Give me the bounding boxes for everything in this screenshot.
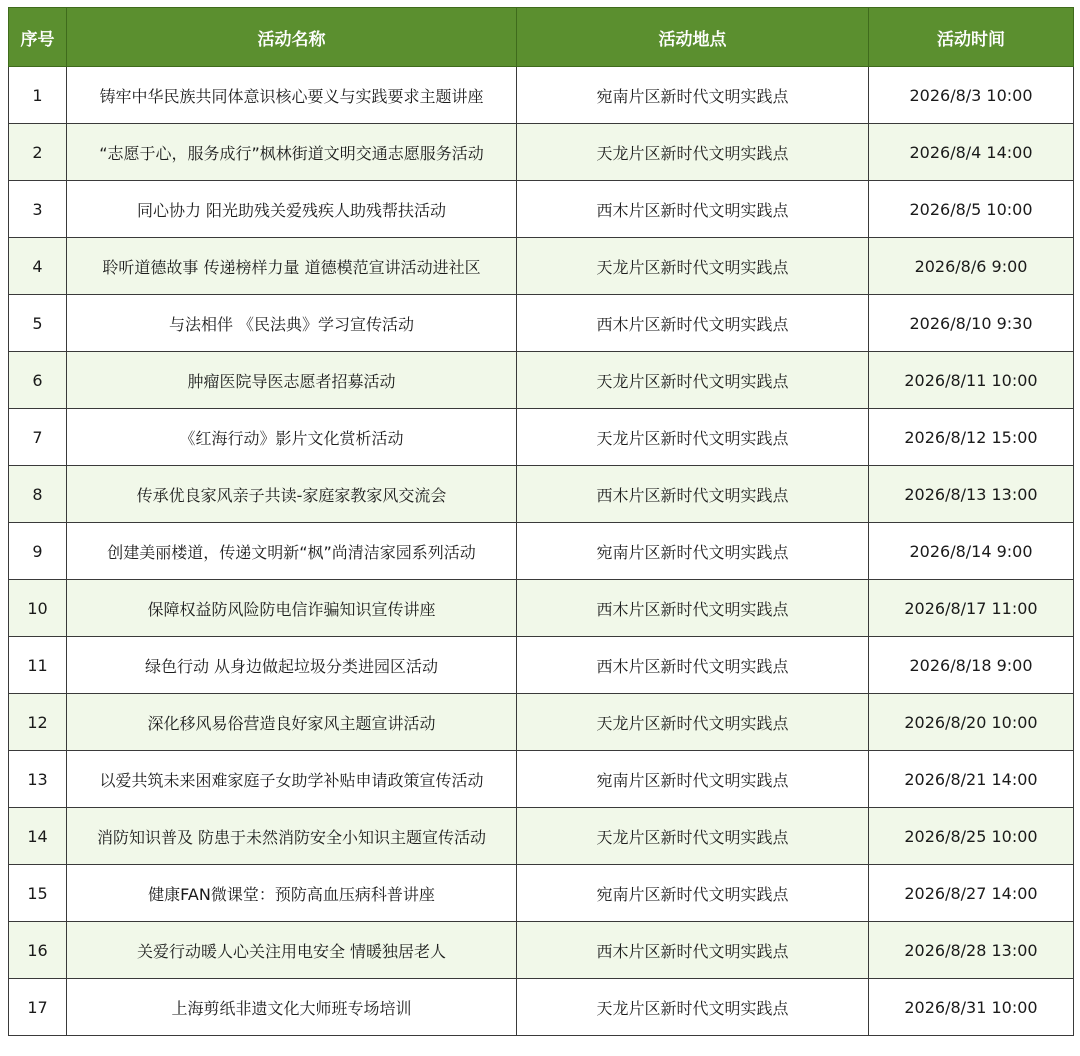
- cell-activity-name: 传承优良家风亲子共读-家庭家教家风交流会: [67, 466, 517, 523]
- cell-activity-location: 西木片区新时代文明实践点: [517, 922, 869, 979]
- cell-activity-name: 消防知识普及 防患于未然消防安全小知识主题宣传活动: [67, 808, 517, 865]
- cell-activity-location: 西木片区新时代文明实践点: [517, 466, 869, 523]
- table-row: [9, 409, 1074, 466]
- cell-activity-name: 同心协力 阳光助残关爱残疾人助残帮扶活动: [67, 181, 517, 238]
- cell-activity-location: 天龙片区新时代文明实践点: [517, 409, 869, 466]
- cell-activity-location: 天龙片区新时代文明实践点: [517, 352, 869, 409]
- cell-activity-location: 宛南片区新时代文明实践点: [517, 751, 869, 808]
- cell-activity-time: 2026/8/14 9:00: [869, 523, 1074, 580]
- cell-activity-location: 西木片区新时代文明实践点: [517, 637, 869, 694]
- cell-activity-name: 上海剪纸非遗文化大师班专场培训: [67, 979, 517, 1036]
- cell-activity-location: 宛南片区新时代文明实践点: [517, 865, 869, 922]
- cell-activity-time: 2026/8/20 10:00: [869, 694, 1074, 751]
- cell-activity-time: 2026/8/17 11:00: [869, 580, 1074, 637]
- cell-index: 14: [9, 808, 67, 865]
- cell-activity-location: 天龙片区新时代文明实践点: [517, 808, 869, 865]
- cell-activity-location: 天龙片区新时代文明实践点: [517, 979, 869, 1036]
- activity-schedule: [8, 7, 1073, 1036]
- cell-activity-location: 天龙片区新时代文明实践点: [517, 124, 869, 181]
- cell-activity-location: 西木片区新时代文明实践点: [517, 295, 869, 352]
- cell-activity-time: 2026/8/13 13:00: [869, 466, 1074, 523]
- cell-index: 9: [9, 523, 67, 580]
- table-row: [9, 523, 1074, 580]
- cell-index: 12: [9, 694, 67, 751]
- header-activity-location: 活动地点: [517, 8, 869, 67]
- header-row: [9, 8, 1074, 67]
- cell-activity-name: 健康FAN微课堂：预防高血压病科普讲座: [67, 865, 517, 922]
- cell-activity-time: 2026/8/21 14:00: [869, 751, 1074, 808]
- cell-index: 5: [9, 295, 67, 352]
- cell-index: 4: [9, 238, 67, 295]
- cell-activity-time: 2026/8/11 10:00: [869, 352, 1074, 409]
- table-row: [9, 580, 1074, 637]
- table-row: [9, 808, 1074, 865]
- cell-activity-name: 关爱行动暖人心关注用电安全 情暖独居老人: [67, 922, 517, 979]
- cell-activity-name: 肿瘤医院导医志愿者招募活动: [67, 352, 517, 409]
- cell-activity-name: 《红海行动》影片文化赏析活动: [67, 409, 517, 466]
- table-row: [9, 238, 1074, 295]
- header-activity-time: 活动时间: [869, 8, 1074, 67]
- cell-index: 6: [9, 352, 67, 409]
- table-row: [9, 865, 1074, 922]
- header-activity-name: 活动名称: [67, 8, 517, 67]
- cell-activity-time: 2026/8/10 9:30: [869, 295, 1074, 352]
- table-row: [9, 181, 1074, 238]
- cell-index: 11: [9, 637, 67, 694]
- table-row: [9, 466, 1074, 523]
- cell-index: 8: [9, 466, 67, 523]
- table-row: [9, 352, 1074, 409]
- cell-activity-time: 2026/8/25 10:00: [869, 808, 1074, 865]
- cell-activity-location: 天龙片区新时代文明实践点: [517, 238, 869, 295]
- table-body: [9, 67, 1074, 1036]
- cell-activity-name: 绿色行动 从身边做起垃圾分类进园区活动: [67, 637, 517, 694]
- cell-index: 13: [9, 751, 67, 808]
- table-row: [9, 295, 1074, 352]
- cell-index: 1: [9, 67, 67, 124]
- cell-activity-time: 2026/8/27 14:00: [869, 865, 1074, 922]
- cell-activity-time: 2026/8/28 13:00: [869, 922, 1074, 979]
- cell-activity-name: 以爱共筑未来困难家庭子女助学补贴申请政策宣传活动: [67, 751, 517, 808]
- activity-table: [8, 7, 1074, 1036]
- table-row: [9, 922, 1074, 979]
- cell-activity-location: 天龙片区新时代文明实践点: [517, 694, 869, 751]
- cell-activity-time: 2026/8/3 10:00: [869, 67, 1074, 124]
- header-index: 序号: [9, 8, 67, 67]
- cell-index: 10: [9, 580, 67, 637]
- cell-activity-time: 2026/8/4 14:00: [869, 124, 1074, 181]
- table-row: [9, 637, 1074, 694]
- cell-activity-time: 2026/8/6 9:00: [869, 238, 1074, 295]
- table-row: [9, 694, 1074, 751]
- cell-activity-location: 宛南片区新时代文明实践点: [517, 67, 869, 124]
- cell-activity-location: 西木片区新时代文明实践点: [517, 580, 869, 637]
- table-row: [9, 67, 1074, 124]
- cell-activity-time: 2026/8/12 15:00: [869, 409, 1074, 466]
- table-row: [9, 979, 1074, 1036]
- cell-activity-location: 西木片区新时代文明实践点: [517, 181, 869, 238]
- cell-index: 15: [9, 865, 67, 922]
- cell-activity-time: 2026/8/5 10:00: [869, 181, 1074, 238]
- cell-activity-name: 铸牢中华民族共同体意识核心要义与实践要求主题讲座: [67, 67, 517, 124]
- cell-index: 7: [9, 409, 67, 466]
- cell-index: 17: [9, 979, 67, 1036]
- cell-activity-name: 创建美丽楼道，传递文明新“枫”尚清洁家园系列活动: [67, 523, 517, 580]
- cell-activity-name: 与法相伴 《民法典》学习宣传活动: [67, 295, 517, 352]
- cell-activity-name: “志愿于心，服务成行”枫林街道文明交通志愿服务活动: [67, 124, 517, 181]
- cell-index: 16: [9, 922, 67, 979]
- cell-activity-name: 聆听道德故事 传递榜样力量 道德模范宣讲活动进社区: [67, 238, 517, 295]
- table-row: [9, 124, 1074, 181]
- cell-activity-name: 保障权益防风险防电信诈骗知识宣传讲座: [67, 580, 517, 637]
- cell-index: 3: [9, 181, 67, 238]
- table-row: [9, 751, 1074, 808]
- cell-activity-location: 宛南片区新时代文明实践点: [517, 523, 869, 580]
- cell-activity-time: 2026/8/18 9:00: [869, 637, 1074, 694]
- cell-index: 2: [9, 124, 67, 181]
- cell-activity-time: 2026/8/31 10:00: [869, 979, 1074, 1036]
- cell-activity-name: 深化移风易俗营造良好家风主题宣讲活动: [67, 694, 517, 751]
